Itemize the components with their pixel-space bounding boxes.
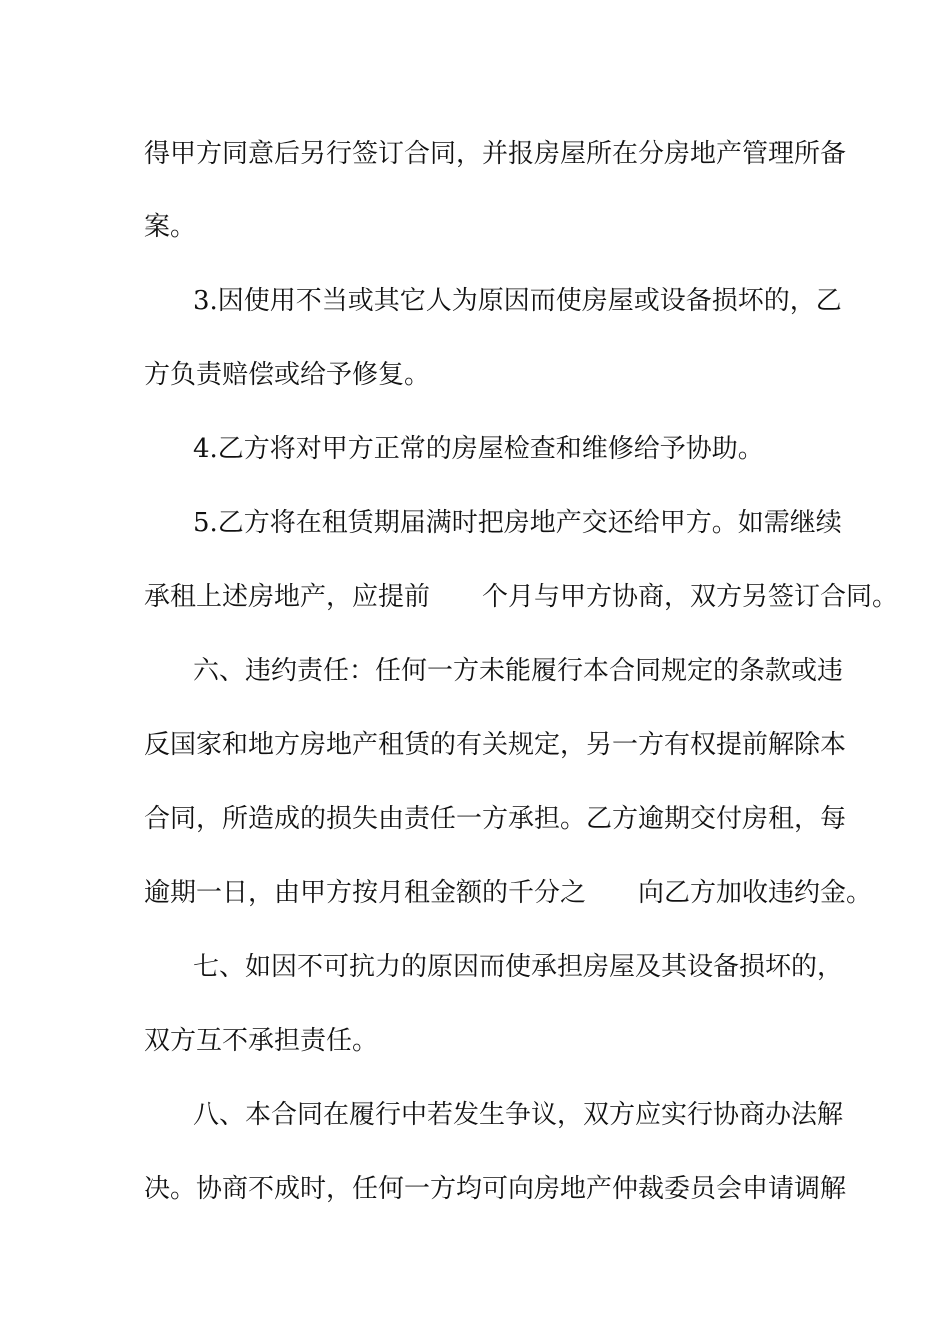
paragraph-line: 决。协商不成时，任何一方均可向房地产仲裁委员会申请调解 (144, 1174, 847, 1204)
paragraph-line: 双方互不承担责任。 (144, 1026, 379, 1056)
paragraph-line: 合同，所造成的损失由责任一方承担。乙方逾期交付房租，每 (144, 804, 847, 834)
paragraph-line: 5.乙方将在租赁期届满时把房地产交还给甲方。如需继续 (193, 508, 842, 538)
paragraph-line: 七、如因不可抗力的原因而使承担房屋及其设备损坏的， (193, 952, 844, 982)
paragraph-line: 案。 (144, 212, 197, 242)
paragraph-line: 反国家和地方房地产租赁的有关规定，另一方有权提前解除本 (144, 730, 847, 760)
paragraph-line: 得甲方同意后另行签订合同，并报房屋所在分房地产管理所备 (144, 139, 847, 169)
paragraph-line: 六、违约责任：任何一方未能履行本合同规定的条款或违 (193, 656, 844, 686)
paragraph-line: 逾期一日，由甲方按月租金额的千分之 向乙方加收违约金。 (144, 878, 873, 908)
paragraph-line: 3.因使用不当或其它人为原因而使房屋或设备损坏的，乙 (193, 286, 842, 316)
paragraph-line: 4.乙方将对甲方正常的房屋检查和维修给予协助。 (193, 434, 764, 464)
paragraph-line: 承租上述房地产，应提前 个月与甲方协商，双方另签订合同。 (144, 582, 899, 612)
paragraph-line: 方负责赔偿或给予修复。 (144, 360, 431, 390)
paragraph-line: 八、本合同在履行中若发生争议，双方应实行协商办法解 (193, 1100, 844, 1130)
